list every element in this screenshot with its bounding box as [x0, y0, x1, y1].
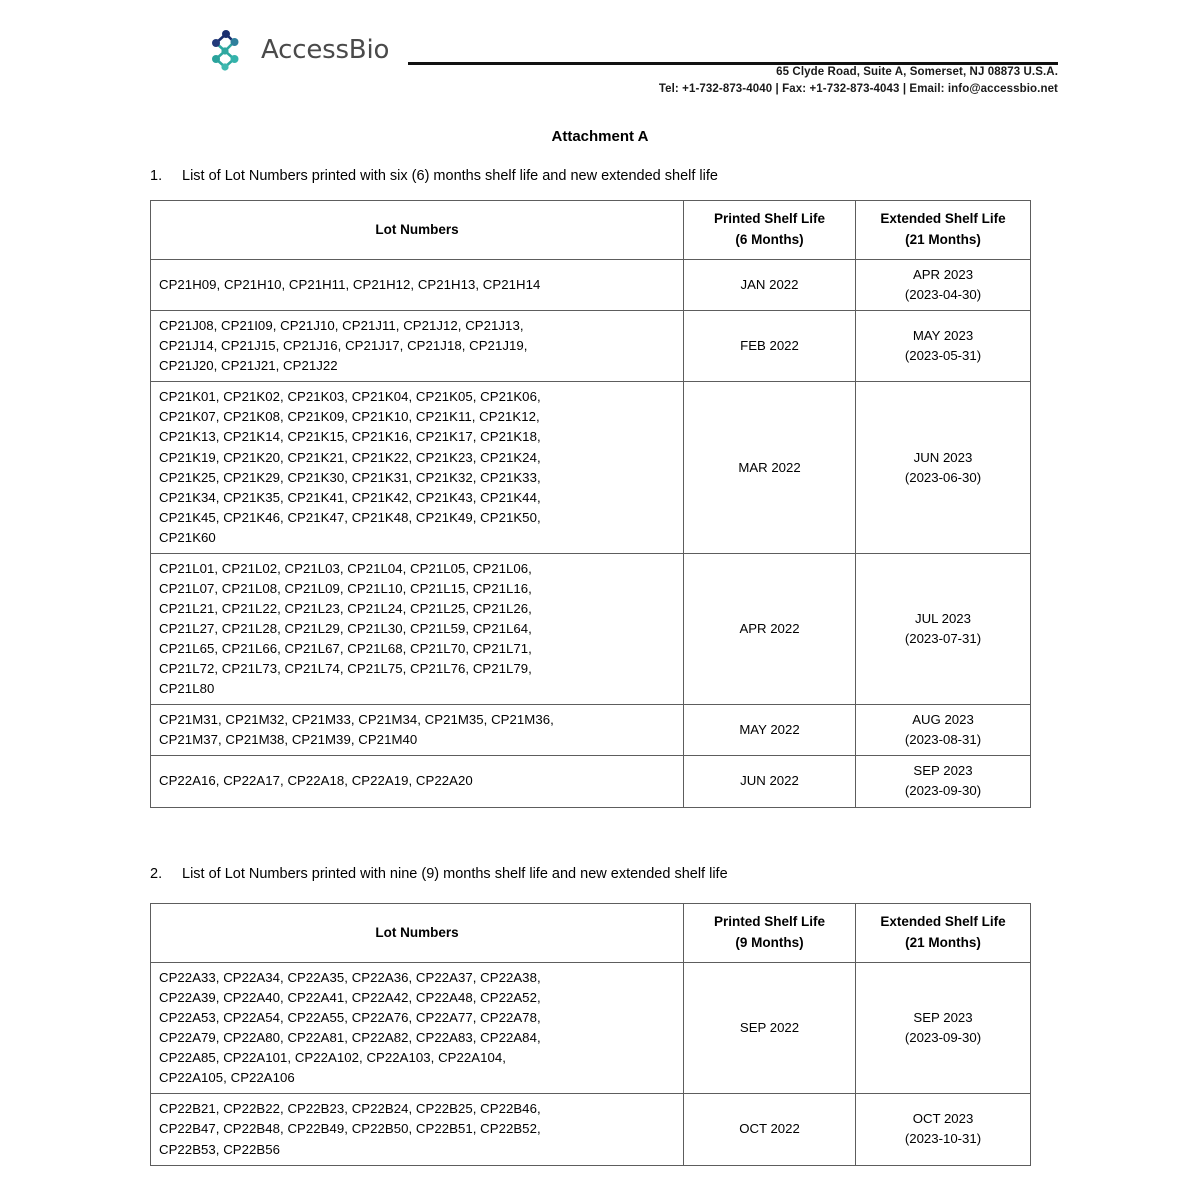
lot-numbers-line: CP21H09, CP21H10, CP21H11, CP21H12, CP21H13, CP21H14 [159, 277, 541, 293]
lot-numbers-line: CP21K25, CP21K29, CP21K30, CP21K31, CP21K32, CP21K33, [159, 469, 541, 485]
table-row [151, 1094, 1031, 1165]
cell-lot-numbers [151, 311, 684, 382]
cell-lot-numbers [151, 382, 684, 554]
extended-date: (2023-10-31) [904, 1131, 982, 1147]
extended-month: JUL 2023 [915, 610, 971, 626]
table-row [151, 963, 1031, 1094]
extended-month: APR 2023 [912, 267, 974, 282]
header-lot-numbers: Lot Numbers [151, 201, 684, 260]
cell-extended-shelf-life [856, 963, 1031, 1094]
section-1-heading [150, 168, 1050, 184]
extended-date: (2023-04-30) [904, 287, 982, 303]
table-row [151, 382, 1031, 554]
section-1-text: List of Lot Numbers printed with six (6) months shelf life and new extended shelf life [182, 168, 718, 184]
cell-lot-numbers [151, 963, 684, 1094]
company-address: 65 Clyde Road, Suite A, Somerset, NJ 08873 U.S.A. [776, 66, 1058, 78]
header-extended-shelf-life [856, 904, 1031, 963]
table-row [151, 311, 1031, 382]
table-header-row [151, 904, 1031, 963]
lot-table-six-months [150, 200, 1031, 808]
lot-numbers-line: CP21M37, CP21M38, CP21M39, CP21M40 [159, 732, 418, 748]
extended-date: (2023-05-31) [904, 348, 982, 364]
section-1-number: 1. [150, 168, 163, 184]
header-extended-main: Extended Shelf Life [880, 914, 1006, 930]
extended-date: (2023-08-31) [904, 732, 982, 748]
header-printed-sub: (6 Months) [735, 232, 804, 247]
section-2-heading [150, 866, 1050, 882]
extended-month: OCT 2023 [912, 1111, 974, 1127]
table-row [151, 260, 1031, 311]
section-2-number: 2. [150, 866, 163, 882]
cell-printed-shelf-life: JUN 2022 [684, 756, 856, 807]
cell-lot-numbers [151, 705, 684, 756]
lot-numbers-line: CP21L01, CP21L02, CP21L03, CP21L04, CP21L05, CP21L06, [159, 560, 532, 576]
extended-month: AUG 2023 [912, 712, 974, 728]
lot-numbers-line: CP22A105, CP22A106 [159, 1070, 295, 1086]
cell-printed-shelf-life: APR 2022 [684, 553, 856, 704]
document-title: Attachment A [551, 128, 649, 145]
cell-extended-shelf-life [856, 260, 1031, 311]
extended-month: JUN 2023 [913, 449, 973, 465]
lot-numbers-line: CP22A16, CP22A17, CP22A18, CP22A19, CP22A20 [159, 773, 473, 789]
table-1-body [151, 260, 1031, 808]
extended-date: (2023-09-30) [904, 1030, 982, 1046]
header-printed-main: Printed Shelf Life [713, 914, 825, 930]
header-printed-shelf-life [684, 904, 856, 963]
cell-printed-shelf-life: MAR 2022 [684, 382, 856, 554]
lot-numbers-line: CP22A53, CP22A54, CP22A55, CP22A76, CP22A77, CP22A78, [159, 1010, 541, 1026]
lot-numbers-line: CP21K19, CP21K20, CP21K21, CP21K22, CP21K23, CP21K24, [159, 449, 541, 465]
lot-numbers-line: CP21K60 [159, 529, 216, 545]
cell-printed-shelf-life: JAN 2022 [684, 260, 856, 311]
lot-numbers-line: CP21M31, CP21M32, CP21M33, CP21M34, CP21M35, CP21M36, [159, 712, 554, 728]
section-2-text: List of Lot Numbers printed with nine (9) months shelf life and new extended shelf life [182, 866, 728, 882]
lot-numbers-line: CP21J14, CP21J15, CP21J16, CP21J17, CP21J18, CP21J19, [159, 338, 528, 354]
header-extended-sub: (21 Months) [905, 935, 981, 950]
lot-numbers-line: CP21K45, CP21K46, CP21K47, CP21K48, CP21K49, CP21K50, [159, 509, 541, 525]
table-row [151, 705, 1031, 756]
cell-lot-numbers [151, 553, 684, 704]
cell-lot-numbers [151, 756, 684, 807]
table-header-row [151, 201, 1031, 260]
lot-numbers-line: CP21L65, CP21L66, CP21L67, CP21L68, CP21L70, CP21L71, [159, 641, 532, 657]
header-printed-main: Printed Shelf Life [713, 211, 825, 227]
cell-lot-numbers [151, 260, 684, 311]
cell-extended-shelf-life [856, 311, 1031, 382]
lot-numbers-line: CP21K34, CP21K35, CP21K41, CP21K42, CP21K43, CP21K44, [159, 489, 541, 505]
header-extended-sub: (21 Months) [905, 232, 981, 247]
company-name: AccessBio [261, 35, 390, 65]
lot-numbers-line: CP21J08, CP21I09, CP21J10, CP21J11, CP21J12, CP21J13, [159, 318, 524, 334]
lot-numbers-line: CP22B47, CP22B48, CP22B49, CP22B50, CP22B51, CP22B52, [159, 1121, 541, 1137]
lot-numbers-line: CP21K01, CP21K02, CP21K03, CP21K04, CP21K05, CP21K06, [159, 389, 541, 405]
cell-printed-shelf-life: MAY 2022 [684, 705, 856, 756]
lot-numbers-line: CP21K07, CP21K08, CP21K09, CP21K10, CP21K11, CP21K12, [159, 409, 540, 425]
lot-numbers-line: CP22B53, CP22B56 [159, 1141, 281, 1157]
header-printed-sub: (9 Months) [735, 935, 804, 950]
extended-date: (2023-09-30) [904, 783, 982, 799]
lot-numbers-line: CP22A79, CP22A80, CP22A81, CP22A82, CP22A83, CP22A84, [159, 1030, 541, 1046]
extended-month: MAY 2023 [912, 328, 974, 344]
extended-date: (2023-07-31) [904, 631, 982, 647]
company-contact-block [659, 64, 1058, 97]
extended-month: SEP 2023 [913, 763, 973, 779]
letterhead [0, 0, 1200, 110]
cell-extended-shelf-life [856, 756, 1031, 807]
cell-printed-shelf-life: SEP 2022 [684, 963, 856, 1094]
header-extended-main: Extended Shelf Life [880, 211, 1006, 227]
lot-numbers-line: CP21L80 [159, 681, 215, 697]
cell-extended-shelf-life [856, 705, 1031, 756]
accessbio-logo-icon [203, 26, 251, 74]
cell-extended-shelf-life [856, 382, 1031, 554]
header-lot-numbers: Lot Numbers [151, 904, 684, 963]
table-2-body [151, 963, 1031, 1166]
lot-numbers-line: CP21L72, CP21L73, CP21L74, CP21L75, CP21L76, CP21L79, [159, 661, 532, 677]
cell-printed-shelf-life: OCT 2022 [684, 1094, 856, 1165]
lot-numbers-line: CP21K13, CP21K14, CP21K15, CP21K16, CP21K17, CP21K18, [159, 429, 541, 445]
lot-numbers-line: CP21L27, CP21L28, CP21L29, CP21L30, CP21L59, CP21L64, [159, 621, 532, 636]
cell-printed-shelf-life: FEB 2022 [684, 311, 856, 382]
lot-numbers-line: CP21L07, CP21L08, CP21L09, CP21L10, CP21L15, CP21L16, [159, 580, 532, 596]
lot-numbers-line: CP22A39, CP22A40, CP22A41, CP22A42, CP22A48, CP22A52, [159, 990, 541, 1006]
lot-numbers-line: CP22A85, CP22A101, CP22A102, CP22A103, CP22A104, [159, 1050, 506, 1066]
extended-date: (2023-06-30) [904, 469, 982, 485]
header-printed-shelf-life [684, 201, 856, 260]
lot-numbers-line: CP22B21, CP22B22, CP22B23, CP22B24, CP22B25, CP22B46, [159, 1101, 541, 1117]
cell-lot-numbers [151, 1094, 684, 1165]
table-row [151, 553, 1031, 704]
lot-numbers-line: CP22A33, CP22A34, CP22A35, CP22A36, CP22A37, CP22A38, [159, 970, 541, 985]
header-extended-shelf-life [856, 201, 1031, 260]
cell-extended-shelf-life [856, 1094, 1031, 1165]
lot-table-nine-months [150, 903, 1031, 1166]
table-row [151, 756, 1031, 807]
lot-numbers-line: CP21L21, CP21L22, CP21L23, CP21L24, CP21L25, CP21L26, [159, 600, 532, 616]
lot-numbers-line: CP21J20, CP21J21, CP21J22 [159, 358, 338, 374]
company-contact-line: Tel: +1-732-873-4040 | Fax: +1-732-873-4043 | Email: info@accessbio.net [658, 82, 1058, 95]
company-branding [203, 26, 389, 74]
extended-month: SEP 2023 [913, 1010, 973, 1026]
cell-extended-shelf-life [856, 553, 1031, 704]
